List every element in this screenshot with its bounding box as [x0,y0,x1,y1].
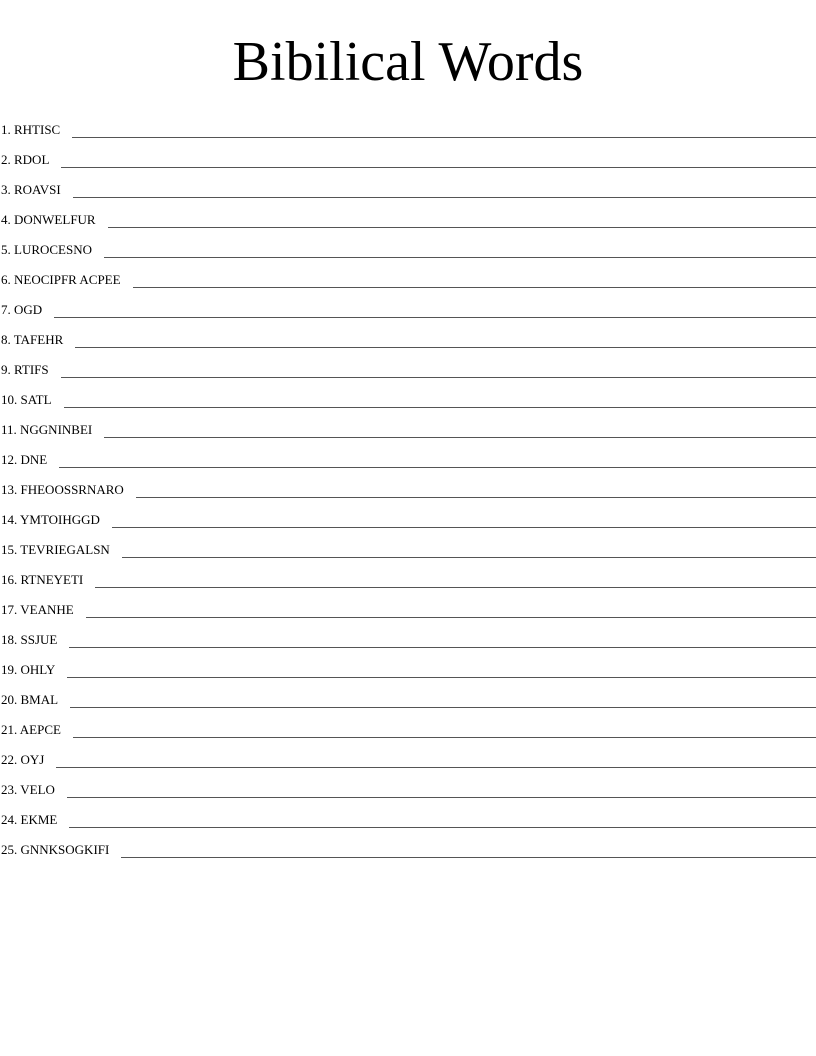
scrambled-word: 2. RDOL [1,152,50,167]
word-list [0,110,816,860]
answer-line[interactable] [56,766,816,768]
list-item [0,410,816,440]
scrambled-word: 22. OYJ [1,752,45,767]
list-item [0,620,816,650]
scrambled-word: 1. RHTISC [1,122,61,137]
list-item [0,470,816,500]
scrambled-word: 21. AEPCE [1,722,61,737]
list-item [0,500,816,530]
scrambled-word: 24. EKME [1,812,58,827]
answer-line[interactable] [86,616,816,618]
scrambled-word: 13. FHEOOSSRNARO [1,482,124,497]
answer-line[interactable] [61,166,816,168]
scrambled-word: 20. BMAL [1,692,59,707]
answer-line[interactable] [75,346,816,348]
list-item [0,140,816,170]
answer-line[interactable] [64,406,816,408]
scrambled-word: 8. TAFEHR [1,332,64,347]
answer-line[interactable] [61,376,816,378]
list-item [0,560,816,590]
answer-line[interactable] [72,136,816,138]
list-item [0,350,816,380]
list-item [0,110,816,140]
list-item [0,590,816,620]
scrambled-word: 7. OGD [1,302,43,317]
answer-line[interactable] [104,436,816,438]
list-item [0,680,816,710]
list-item [0,230,816,260]
answer-line[interactable] [112,526,816,528]
scrambled-word: 4. DONWELFUR [1,212,96,227]
scrambled-word: 19. OHLY [1,662,56,677]
list-item [0,260,816,290]
list-item [0,530,816,560]
answer-line[interactable] [73,196,816,198]
answer-line[interactable] [59,466,816,468]
scrambled-word: 15. TEVRIEGALSN [1,542,110,557]
scrambled-word: 18. SSJUE [1,632,58,647]
scrambled-word: 17. VEANHE [1,602,74,617]
scrambled-word: 6. NEOCIPFR ACPEE [1,272,121,287]
scrambled-word: 23. VELO [1,782,55,797]
scrambled-word: 5. LUROCESNO [1,242,93,257]
list-item [0,290,816,320]
answer-line[interactable] [67,676,816,678]
answer-line[interactable] [69,826,816,828]
answer-line[interactable] [95,586,816,588]
list-item [0,200,816,230]
list-item [0,770,816,800]
scrambled-word: 3. ROAVSI [1,182,61,197]
list-item [0,740,816,770]
list-item [0,380,816,410]
list-item [0,650,816,680]
answer-line[interactable] [67,796,816,798]
answer-line[interactable] [133,286,816,288]
scrambled-word: 14. YMTOIHGGD [1,512,100,527]
answer-line[interactable] [136,496,816,498]
answer-line[interactable] [108,226,816,228]
answer-line[interactable] [73,736,816,738]
list-item [0,170,816,200]
scrambled-word: 11. NGGNINBEI [1,422,93,437]
scrambled-word: 25. GNNKSOGKIFI [1,842,110,857]
scrambled-word: 9. RTIFS [1,362,49,377]
answer-line[interactable] [122,556,816,558]
list-item [0,800,816,830]
scrambled-word: 10. SATL [1,392,52,407]
answer-line[interactable] [69,646,816,648]
list-item [0,320,816,350]
list-item [0,440,816,470]
scrambled-word: 16. RTNEYETI [1,572,84,587]
answer-line[interactable] [70,706,816,708]
page-title: Bibilical Words [232,31,584,93]
list-item [0,710,816,740]
answer-line[interactable] [54,316,816,318]
answer-line[interactable] [104,256,816,258]
list-item [0,830,816,860]
answer-line[interactable] [121,856,816,858]
scrambled-word: 12. DNE [1,452,48,467]
